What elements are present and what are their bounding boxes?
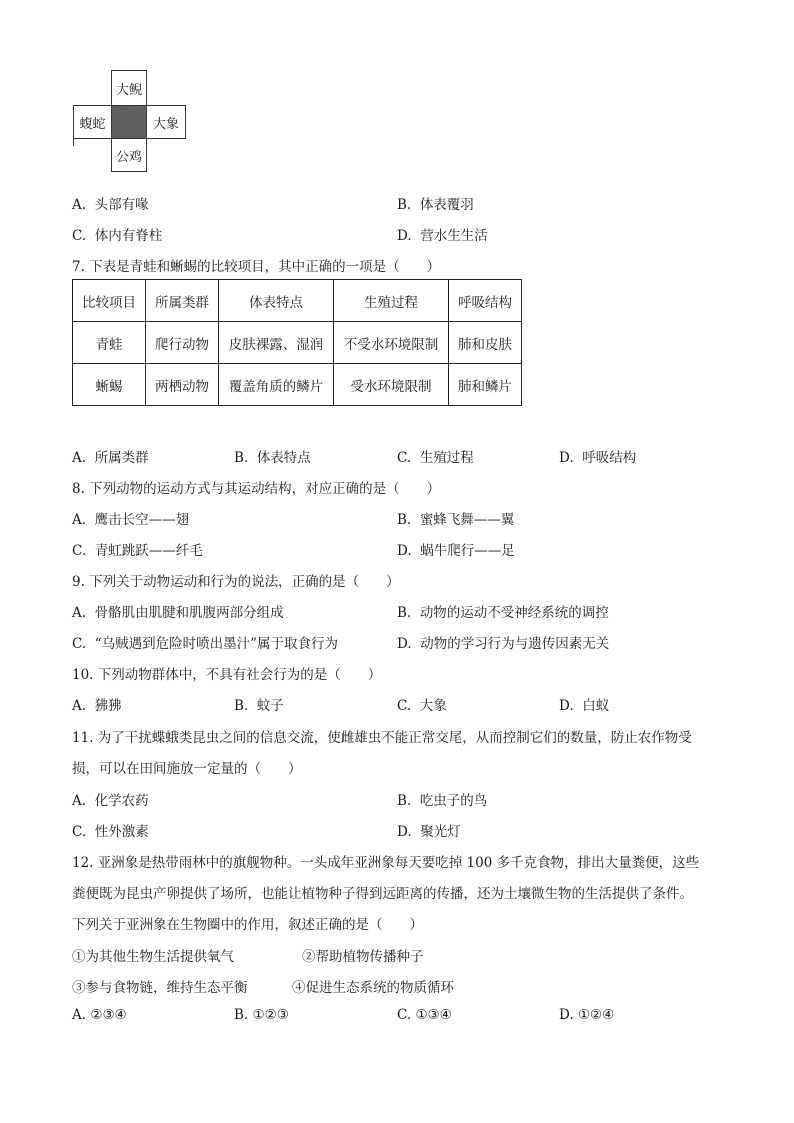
- figure-right-label: 大象: [152, 116, 179, 132]
- table-row: [73, 364, 522, 406]
- q11-option-d: D. 聚光灯: [397, 824, 461, 840]
- table-cell: 两栖动物: [146, 364, 219, 406]
- table-header-cell: 所属类群: [146, 280, 219, 322]
- figure-bottom-label: 公鸡: [115, 149, 142, 165]
- q6-option-d: D. 营水生生活: [397, 228, 488, 244]
- q10-option-c: C. 大象: [397, 698, 447, 714]
- q10-option-d: D. 白蚁: [559, 698, 610, 714]
- figure-top-cell: [111, 70, 147, 106]
- q12-item-1: ①为其他生物生活提供氧气: [72, 949, 234, 965]
- q8-option-c: C. 青虹跳跃——纤毛: [72, 543, 203, 559]
- table-cell: 肺和皮肤: [449, 322, 522, 364]
- figure-left-cell: [73, 105, 112, 139]
- q12-option-a: A. ②③④: [72, 1007, 127, 1023]
- q7-option-c: C. 生殖过程: [397, 450, 474, 466]
- q8-stem: 8. 下列动物的运动方式与其运动结构，对应正确的是（ ）: [72, 481, 441, 497]
- q12-item-4: ④促进生态系统的物质循环: [292, 980, 454, 996]
- table-row: [73, 322, 522, 364]
- table-cell: 受水环境限制: [334, 364, 449, 406]
- figure-center-shaded-cell: [111, 105, 147, 139]
- q7-stem: 7. 下表是青蛙和蜥蜴的比较项目，其中正确的一项是（ ）: [72, 259, 441, 275]
- q9-option-b: B. 动物的运动不受神经系统的调控: [397, 605, 609, 621]
- figure-right-cell: [146, 105, 186, 139]
- table-header-cell: 比较项目: [73, 280, 146, 322]
- q11-stem-line1: 11. 为了干扰蝶蛾类昆虫之间的信息交流，使雌雄虫不能正常交尾，从而控制它们的数量，防止农作物受: [72, 730, 692, 746]
- table-header-cell: 生殖过程: [334, 280, 449, 322]
- q9-option-a: A. 骨骼肌由肌腱和肌腹两部分组成: [72, 605, 284, 621]
- q6-option-b: B. 体表覆羽: [397, 197, 474, 213]
- q12-item-3: ③参与食物链，维持生态平衡: [72, 980, 248, 996]
- classification-figure: [73, 70, 188, 175]
- q7-option-b: B. 体表特点: [234, 450, 311, 466]
- table-cell: 青蛙: [73, 322, 146, 364]
- table-cell: 肺和鳞片: [449, 364, 522, 406]
- table-header-cell: 体表特点: [219, 280, 334, 322]
- q7-option-a: A. 所属类群: [72, 450, 149, 466]
- q12-stem-line3: 下列关于亚洲象在生物圈中的作用，叙述正确的是（ ）: [72, 917, 423, 933]
- q10-option-b: B. 蚊子: [234, 698, 284, 714]
- q8-option-a: A. 鹰击长空——翅: [72, 512, 190, 528]
- q12-item-2: ②帮助植物传播种子: [302, 949, 424, 965]
- figure-left-tick: [73, 136, 74, 146]
- q7-option-d: D. 呼吸结构: [559, 450, 637, 466]
- table-header-row: [73, 280, 522, 322]
- figure-left-label: 蝮蛇: [79, 116, 106, 132]
- q8-option-b: B. 蜜蜂飞舞——翼: [397, 512, 515, 528]
- q9-option-c: C. “乌贼遇到危险时喷出墨汁”属于取食行为: [72, 636, 339, 652]
- q12-stem-line2: 粪便既为昆虫产卵提供了场所，也能让植物种子得到远距离的传播，还为土壤微生物的生活提供了条件。: [72, 886, 693, 902]
- table-cell: 蜥蜴: [73, 364, 146, 406]
- figure-bottom-cell: [111, 138, 147, 172]
- q11-option-a: A. 化学农药: [72, 793, 149, 809]
- figure-top-label: 大鲵: [115, 82, 142, 98]
- q11-option-c: C. 性外激素: [72, 824, 149, 840]
- table-header-cell: 呼吸结构: [449, 280, 522, 322]
- q9-stem: 9. 下列关于动物运动和行为的说法，正确的是（ ）: [72, 574, 400, 590]
- q12-option-d: D. ①②④: [559, 1007, 615, 1023]
- q7-comparison-table: [72, 279, 522, 406]
- q10-option-a: A. 狒狒: [72, 698, 122, 714]
- table-cell: 皮肤裸露、湿润: [219, 322, 334, 364]
- q10-stem: 10. 下列动物群体中，不具有社会行为的是（ ）: [72, 667, 382, 683]
- table-cell: 不受水环境限制: [334, 322, 449, 364]
- table-cell: 爬行动物: [146, 322, 219, 364]
- q9-option-d: D. 动物的学习行为与遗传因素无关: [397, 636, 610, 652]
- q12-option-c: C. ①③④: [397, 1007, 452, 1023]
- q6-option-a: A. 头部有喙: [72, 197, 149, 213]
- q12-stem-line1: 12. 亚洲象是热带雨林中的旗舰物种。一头成年亚洲象每天要吃掉 100 多千克食物，排出大量粪便，这些: [72, 855, 700, 871]
- q6-option-c: C. 体内有脊柱: [72, 228, 163, 244]
- q12-option-b: B. ①②③: [234, 1007, 289, 1023]
- q11-stem-line2: 损，可以在田间施放一定量的（ ）: [72, 761, 302, 777]
- q8-option-d: D. 蜗牛爬行——足: [397, 543, 515, 559]
- q11-option-b: B. 吃虫子的鸟: [397, 793, 488, 809]
- table-cell: 覆盖角质的鳞片: [219, 364, 334, 406]
